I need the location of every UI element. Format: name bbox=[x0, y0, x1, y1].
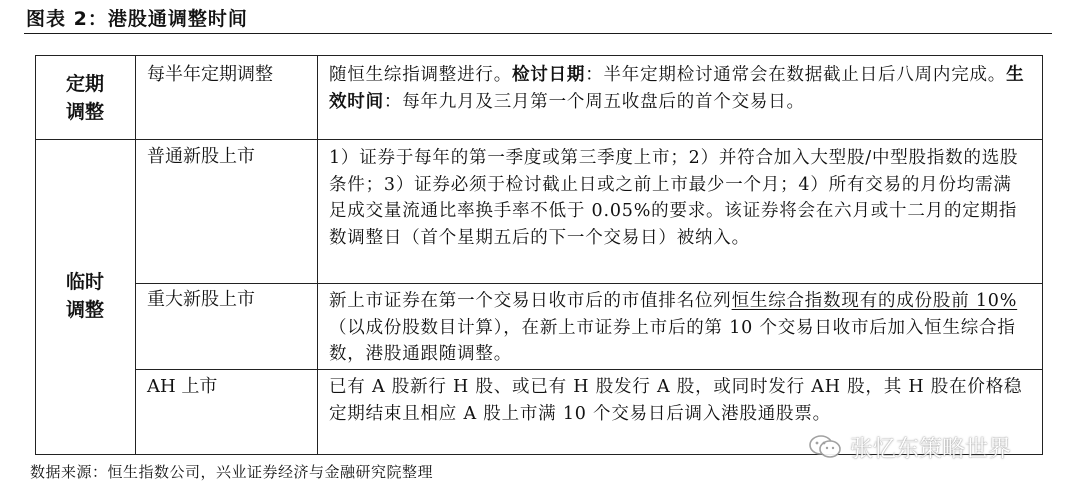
item-name-ah-listing: AH 上市 bbox=[147, 376, 218, 397]
desc-major-ipo-part-2: （以成份股数目计算），在新上市证券上市后的第 10 个交易日收市后加入恒生综合指数，港股通跟随调整。 bbox=[329, 317, 1016, 364]
effective-time-label: 生效时间 bbox=[329, 65, 1025, 112]
desc-major-ipo-part-1: 新上市证券在第一个交易日收市后的市值排名位列 bbox=[329, 291, 732, 311]
watermark bbox=[808, 430, 1011, 463]
row-divider-main bbox=[35, 139, 1043, 140]
desc-major-ipo-underlined: 恒生综合指数现有的成份股前 10% bbox=[731, 291, 1018, 311]
item-name-semiannual: 每半年定期调整 bbox=[147, 64, 273, 85]
wechat-icon bbox=[808, 434, 842, 460]
title-divider bbox=[24, 33, 1052, 34]
source-note: 数据来源：恒生指数公司，兴业证券经济与金融研究院整理 bbox=[30, 463, 434, 481]
desc-semiannual-part-2: ：半年定期检讨通常会在数据截止日后八周内完成。 bbox=[585, 65, 1007, 85]
category-adhoc-line-1: 临时 bbox=[65, 271, 104, 293]
desc-semiannual-part-1: 随恒生综指调整进行。 bbox=[329, 65, 512, 85]
review-date-label: 检讨日期 bbox=[512, 65, 586, 85]
watermark-text: 张忆东策略世界 bbox=[850, 436, 1011, 462]
desc-semiannual-part-3: ：每年九月及三月第一个周五收盘后的首个交易日。 bbox=[383, 91, 805, 112]
category-regular-line-1: 定期 bbox=[65, 73, 104, 95]
item-name-major-ipo: 重大新股上市 bbox=[147, 289, 255, 310]
item-desc-semiannual bbox=[329, 62, 1029, 115]
row-divider-sub-2 bbox=[135, 369, 1043, 370]
category-regular-line-2: 调整 bbox=[65, 101, 104, 123]
category-adhoc-line-2: 调整 bbox=[65, 299, 104, 321]
column-divider-1 bbox=[135, 55, 136, 455]
row-divider-sub-1 bbox=[135, 283, 1043, 284]
item-desc-ah-listing: 已有 A 股新行 H 股、或已有 H 股发行 A 股，或同时发行 AH 股，其 H 股在价格稳定期结束且相应 A 股上市满 10 个交易日后调入港股通股票。 bbox=[329, 377, 1023, 424]
item-name-ordinary-ipo: 普通新股上市 bbox=[147, 146, 255, 167]
item-desc-major-ipo bbox=[329, 288, 1029, 368]
category-adhoc bbox=[35, 268, 135, 324]
item-desc-ordinary-ipo: 1）证券于每年的第一季度或第三季度上市；2）并符合加入大型股/中型股指数的选股条件；3）证券必须于检讨截止日或之前上市最少一个月；4）所有交易的月份均需满足成交量流通比率换手率不低于 0.05%的要求。该证券将会在六月或十二月的定期指数调整日（首个星期五后的下一个交易日）被纳入。 bbox=[329, 148, 1019, 248]
figure-title: 图表 2：港股通调整时间 bbox=[26, 8, 248, 30]
column-divider-2 bbox=[317, 55, 318, 455]
category-regular bbox=[35, 70, 135, 126]
